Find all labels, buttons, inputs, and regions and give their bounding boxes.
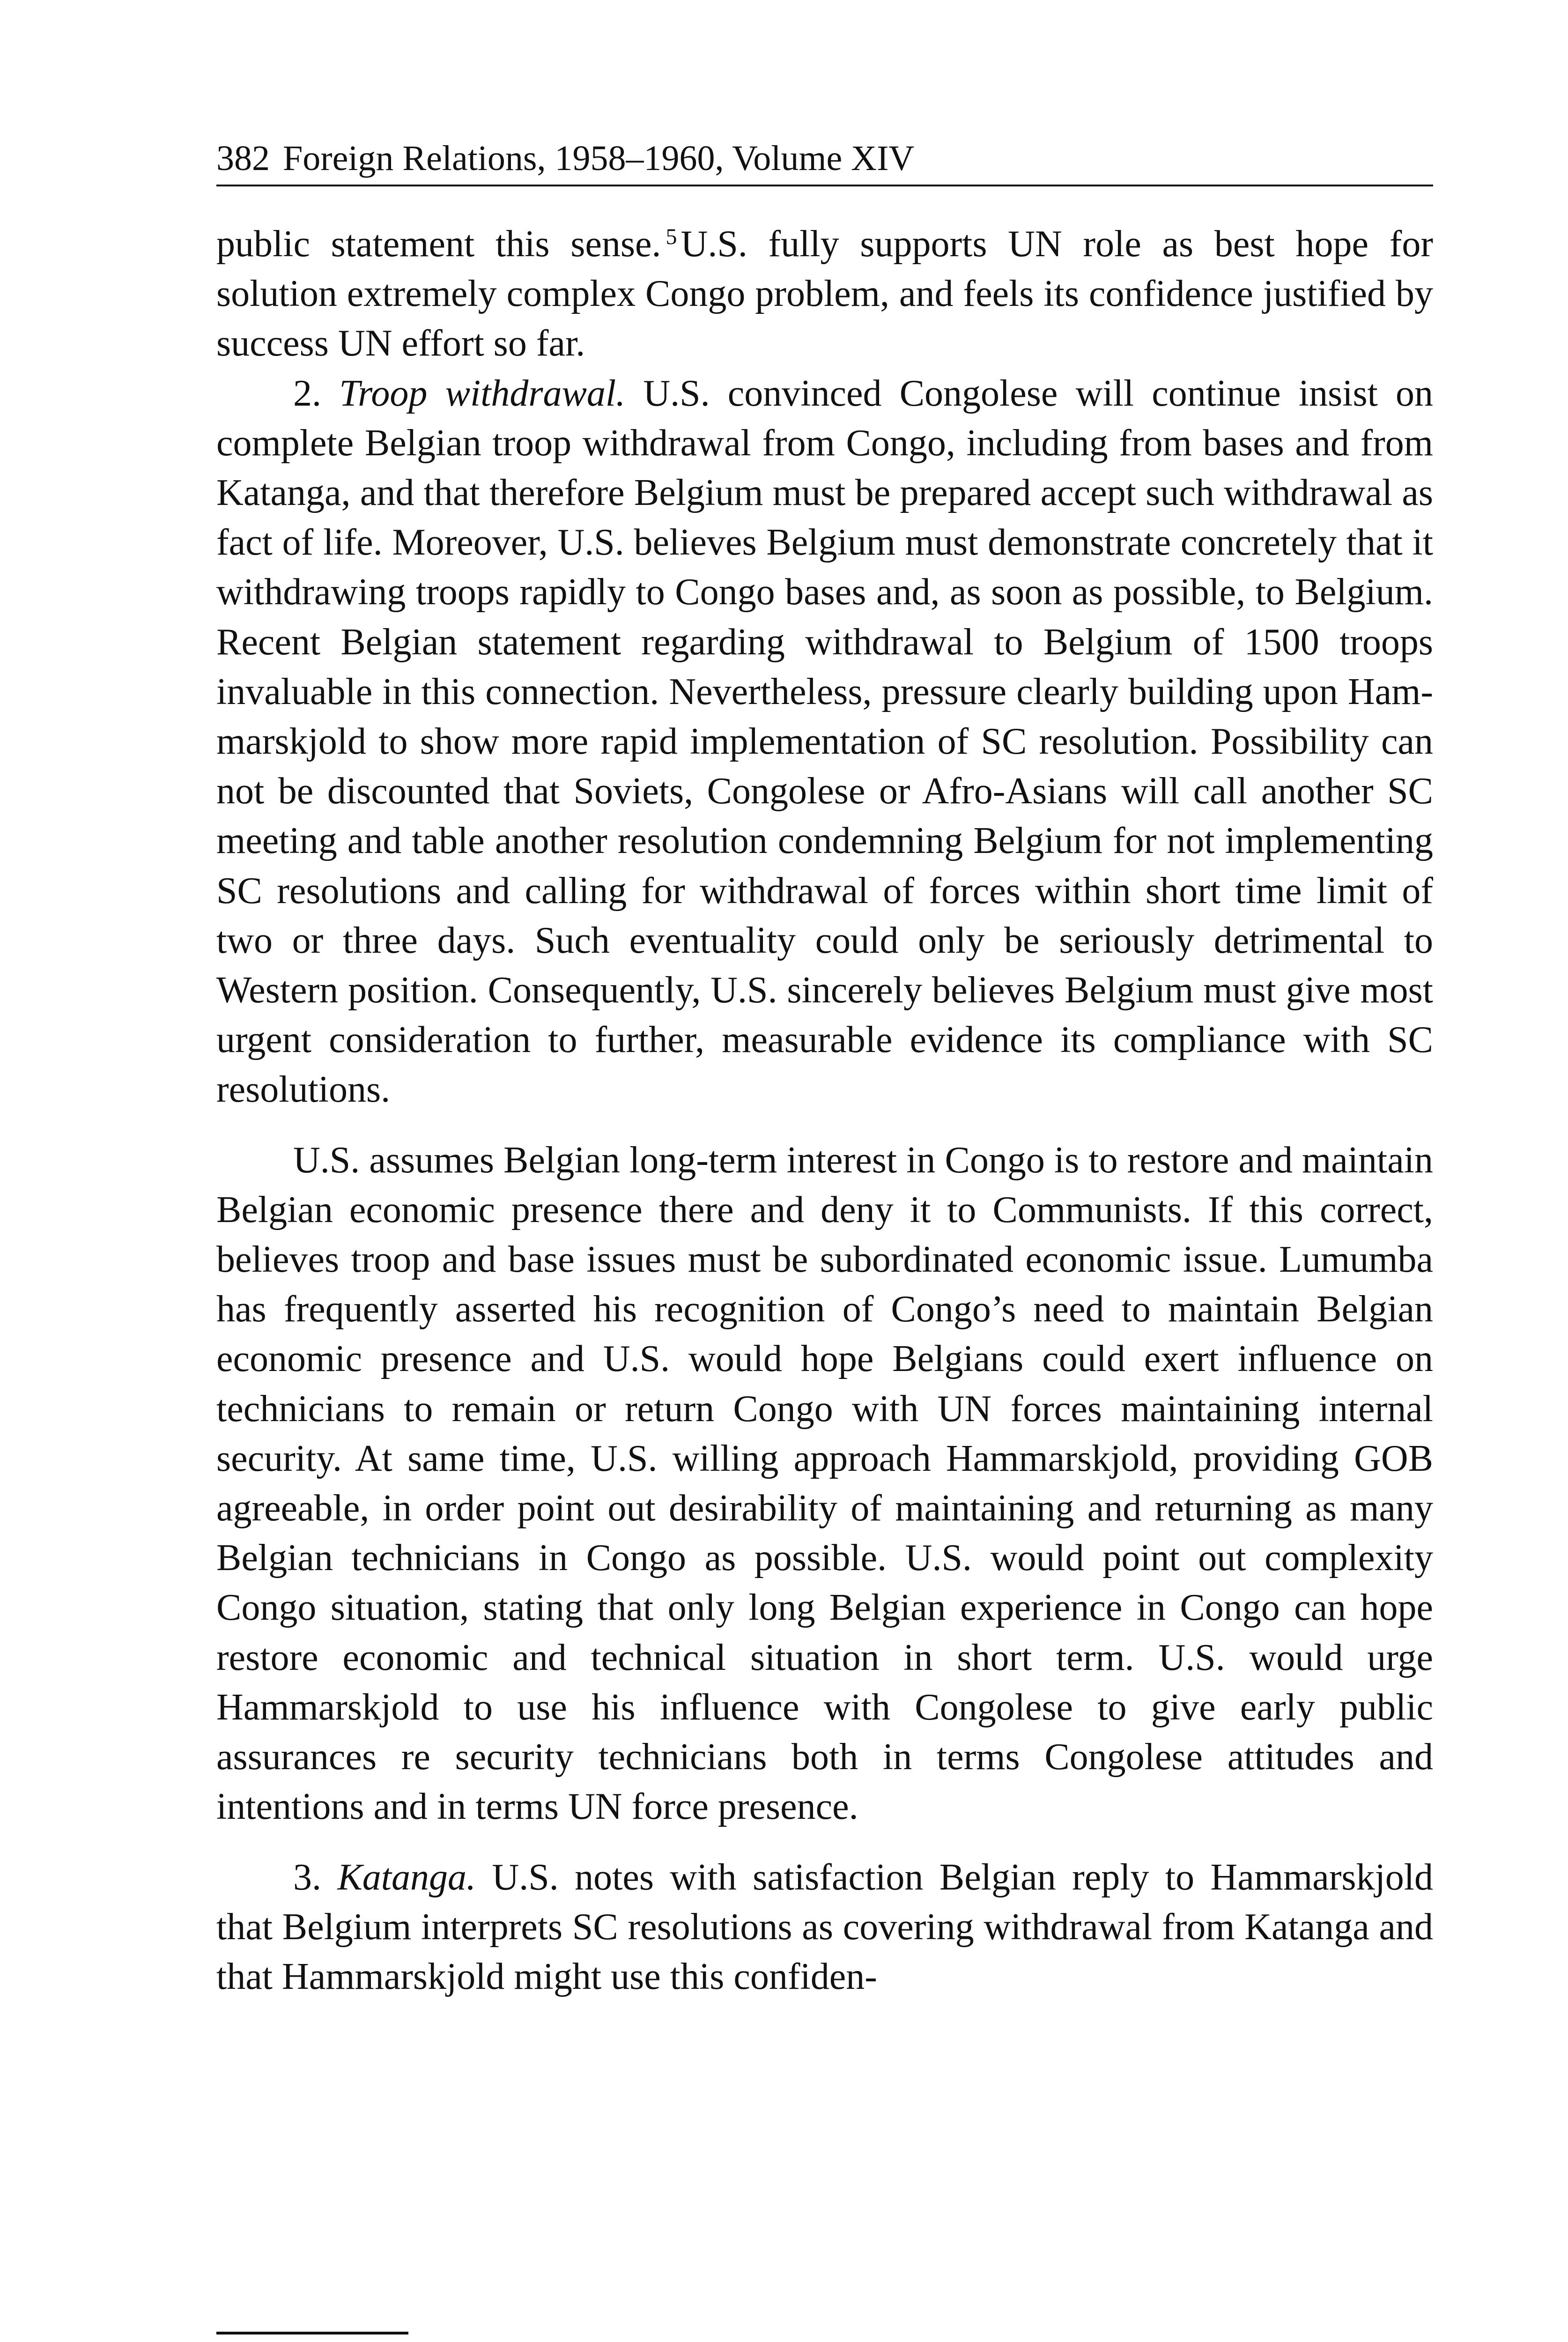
document-page — [216, 136, 1433, 2001]
paragraph-text: U.S. convinced Congolese will continue insist on complete Belgian troop withdrawal from Congo, including from bases and from Katanga, and that therefore Belgium must be prepared accept such withdrawal as fact of life. Moreover, U.S. believes Belgium must demonstrate concretely that it withdrawing troops rapidly to Congo bases and, as soon as possible, to Belgium. Recent Belgian statement regarding withdrawal to Belgium of 1500 troops invaluable in this connection. Nevertheless, pressure clearly building upon Hammarskjold to show more rapid implementation of SC resolution. Possibility can not be discounted that Soviets, Congolese or Afro-Asians will call another SC meeting and table another resolution condemning Belgium for not implementing SC resolutions and calling for withdrawal of forces within short time limit of two or three days. Such eventuality could only be seriously detrimental to Western position. Consequently, U.S. sincerely believes Belgium must give most urgent consideration to further, measurable evidence its compliance with SC resolutions. — [216, 372, 1433, 1111]
section-number: 3. — [293, 1856, 338, 1898]
paragraph-text: U.S. assumes Belgian long-term interest in Congo is to restore and maintain Belgian economic presence there and deny it to Communists. If this correct, believes troop and base issues must be subordinated economic issue. Lumumba has frequently asserted his recognition of Congo’s need to maintain Belgian economic presence and U.S. would hope Belgians could exert influence on technicians to remain or return Congo with UN forces maintaining internal security. At same time, U.S. willing approach Hammarskjold, providing GOB agreeable, in order point out desirability of maintaining and returning as many Belgian technicians in Congo as possible. U.S. would point out complexity Congo situation, stating that only long Belgian experience in Congo can hope restore economic and technical situation in short term. U.S. would urge Hammarskjold to use his influence with Congolese to give early public assurances re security technicians both in terms Congolese attitudes and intentions and in terms UN force presence. — [216, 1139, 1433, 1828]
paragraph-text: U.S. notes with satisfaction Belgian reply to Hammarskjold that Belgium interprets SC resolutions as covering withdrawal from Katanga and that Hammarskjold might use this confiden- — [216, 1856, 1434, 1997]
page-number: 382 — [216, 139, 270, 178]
paragraph-economic-presence — [216, 1135, 1433, 1832]
footnote-divider — [216, 2332, 408, 2335]
volume-title: Foreign Relations, 1958–1960, Volume XIV — [283, 139, 915, 178]
body-text — [216, 219, 1433, 2001]
footnote-reference: 5 — [666, 224, 677, 249]
section-number: 2. — [293, 372, 340, 414]
paragraph-text: public statement this sense. — [216, 223, 661, 265]
paragraph-katanga — [216, 1853, 1433, 2002]
paragraph-troop-withdrawal — [216, 369, 1433, 1115]
paragraph-text: U.S. fully supports UN role as best hope for solution extremely complex Congo problem, and feels its confidence justified by success UN effort so far. — [216, 223, 1433, 364]
section-heading: Katanga. — [337, 1856, 476, 1898]
running-header — [216, 136, 1433, 186]
section-heading: Troop withdrawal. — [339, 372, 626, 414]
paragraph-continuation — [216, 219, 1433, 369]
